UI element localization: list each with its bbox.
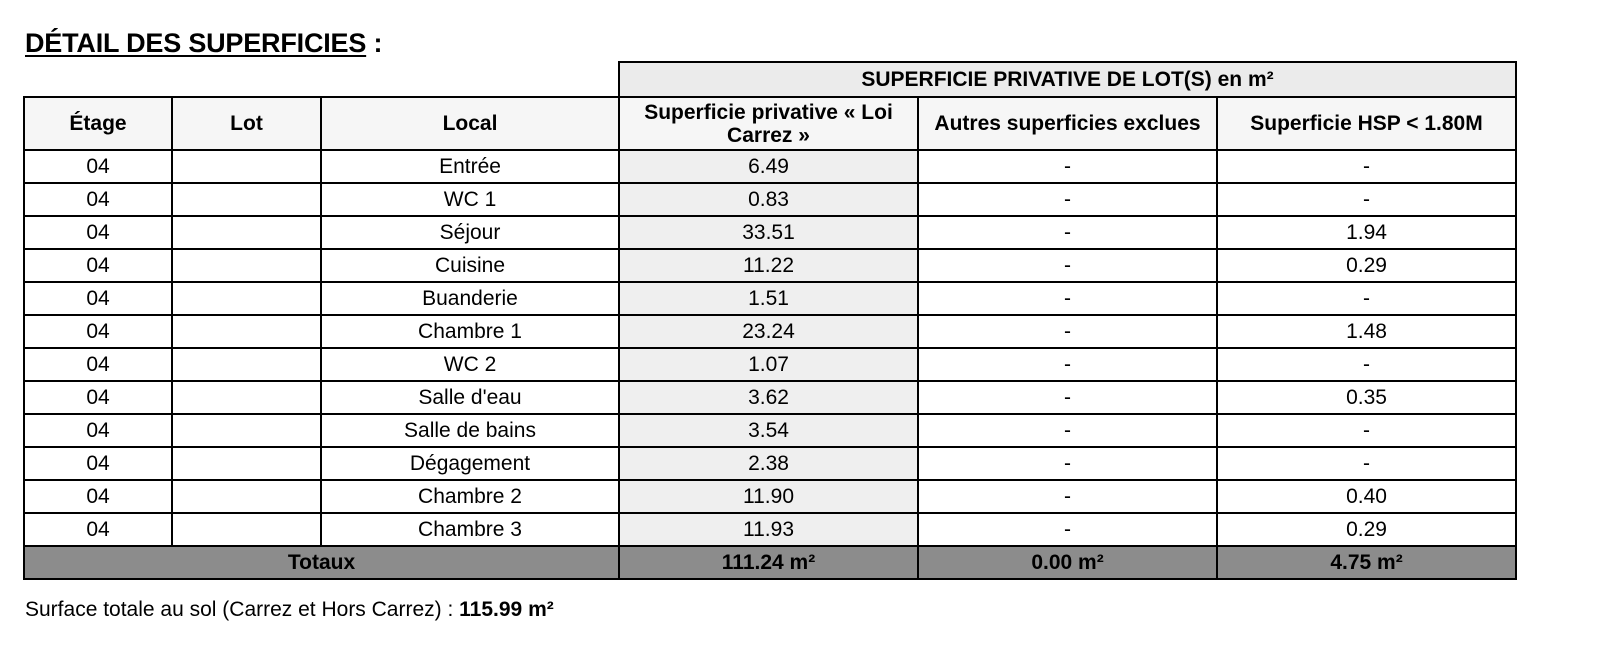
table-row [24, 216, 1516, 249]
total-surface-text: Surface totale au sol (Carrez et Hors Carrez) : [25, 598, 460, 621]
header-local: Local [321, 97, 619, 150]
header-etage: Étage [24, 97, 172, 150]
surfaces-table [23, 61, 1517, 580]
cell-etage: 04 [24, 381, 172, 414]
header-hsp: Superficie HSP < 1.80M [1217, 97, 1516, 150]
cell-etage: 04 [24, 414, 172, 447]
cell-hsp: - [1217, 348, 1516, 381]
cell-carrez: 1.51 [619, 282, 918, 315]
cell-etage: 04 [24, 480, 172, 513]
total-surface-value: 115.99 m² [459, 598, 554, 621]
title-suffix: : [366, 28, 383, 58]
cell-local: Buanderie [321, 282, 619, 315]
table-row [24, 480, 1516, 513]
cell-carrez: 3.54 [619, 414, 918, 447]
cell-lot [172, 183, 321, 216]
cell-local: Entrée [321, 150, 619, 183]
blank-header-cell [24, 62, 619, 97]
header-lot: Lot [172, 97, 321, 150]
cell-local: Chambre 2 [321, 480, 619, 513]
table-body [24, 150, 1516, 546]
cell-autres: - [918, 447, 1217, 480]
table-row [24, 150, 1516, 183]
cell-local: Chambre 1 [321, 315, 619, 348]
totals-label: Totaux [24, 546, 619, 579]
cell-carrez: 23.24 [619, 315, 918, 348]
header-autres: Autres superficies exclues [918, 97, 1217, 150]
cell-carrez: 3.62 [619, 381, 918, 414]
cell-lot [172, 480, 321, 513]
cell-local: Séjour [321, 216, 619, 249]
cell-etage: 04 [24, 216, 172, 249]
cell-autres: - [918, 150, 1217, 183]
cell-carrez: 1.07 [619, 348, 918, 381]
cell-carrez: 0.83 [619, 183, 918, 216]
cell-etage: 04 [24, 315, 172, 348]
group-header: SUPERFICIE PRIVATIVE DE LOT(S) en m² [619, 62, 1516, 97]
cell-etage: 04 [24, 183, 172, 216]
cell-hsp: - [1217, 150, 1516, 183]
cell-lot [172, 282, 321, 315]
cell-etage: 04 [24, 513, 172, 546]
cell-hsp: - [1217, 183, 1516, 216]
cell-lot [172, 414, 321, 447]
column-header-row [24, 97, 1516, 150]
cell-lot [172, 315, 321, 348]
cell-lot [172, 150, 321, 183]
cell-etage: 04 [24, 348, 172, 381]
cell-hsp: - [1217, 447, 1516, 480]
group-header-row [24, 62, 1516, 97]
cell-local: Salle de bains [321, 414, 619, 447]
cell-autres: - [918, 282, 1217, 315]
cell-lot [172, 249, 321, 282]
table-row [24, 183, 1516, 216]
cell-carrez: 33.51 [619, 216, 918, 249]
totals-hsp: 4.75 m² [1217, 546, 1516, 579]
page-title [25, 28, 382, 59]
cell-etage: 04 [24, 150, 172, 183]
cell-local: Salle d'eau [321, 381, 619, 414]
cell-autres: - [918, 216, 1217, 249]
totals-row [24, 546, 1516, 579]
cell-hsp: 0.29 [1217, 249, 1516, 282]
cell-autres: - [918, 381, 1217, 414]
cell-autres: - [918, 315, 1217, 348]
cell-hsp: - [1217, 282, 1516, 315]
cell-carrez: 11.93 [619, 513, 918, 546]
cell-carrez: 11.90 [619, 480, 918, 513]
cell-lot [172, 447, 321, 480]
cell-carrez: 11.22 [619, 249, 918, 282]
cell-carrez: 2.38 [619, 447, 918, 480]
cell-hsp: 0.29 [1217, 513, 1516, 546]
cell-lot [172, 513, 321, 546]
table-row [24, 315, 1516, 348]
total-surface-note [25, 598, 554, 622]
cell-local: Cuisine [321, 249, 619, 282]
totals-autres: 0.00 m² [918, 546, 1217, 579]
cell-local: WC 2 [321, 348, 619, 381]
cell-local: Dégagement [321, 447, 619, 480]
cell-carrez: 6.49 [619, 150, 918, 183]
cell-autres: - [918, 480, 1217, 513]
table-row [24, 414, 1516, 447]
cell-etage: 04 [24, 282, 172, 315]
cell-etage: 04 [24, 447, 172, 480]
cell-autres: - [918, 249, 1217, 282]
cell-autres: - [918, 183, 1217, 216]
cell-autres: - [918, 414, 1217, 447]
table-row [24, 381, 1516, 414]
cell-hsp: 1.94 [1217, 216, 1516, 249]
cell-lot [172, 216, 321, 249]
cell-lot [172, 348, 321, 381]
cell-autres: - [918, 513, 1217, 546]
table-row [24, 348, 1516, 381]
header-carrez: Superficie privative « Loi Carrez » [619, 97, 918, 150]
cell-hsp: 1.48 [1217, 315, 1516, 348]
cell-lot [172, 381, 321, 414]
cell-local: Chambre 3 [321, 513, 619, 546]
cell-hsp: 0.35 [1217, 381, 1516, 414]
totals-carrez: 111.24 m² [619, 546, 918, 579]
table-row [24, 249, 1516, 282]
cell-hsp: - [1217, 414, 1516, 447]
cell-autres: - [918, 348, 1217, 381]
title-text: DÉTAIL DES SUPERFICIES [25, 28, 367, 58]
cell-local: WC 1 [321, 183, 619, 216]
table-row [24, 447, 1516, 480]
cell-etage: 04 [24, 249, 172, 282]
table-row [24, 513, 1516, 546]
cell-hsp: 0.40 [1217, 480, 1516, 513]
table-row [24, 282, 1516, 315]
